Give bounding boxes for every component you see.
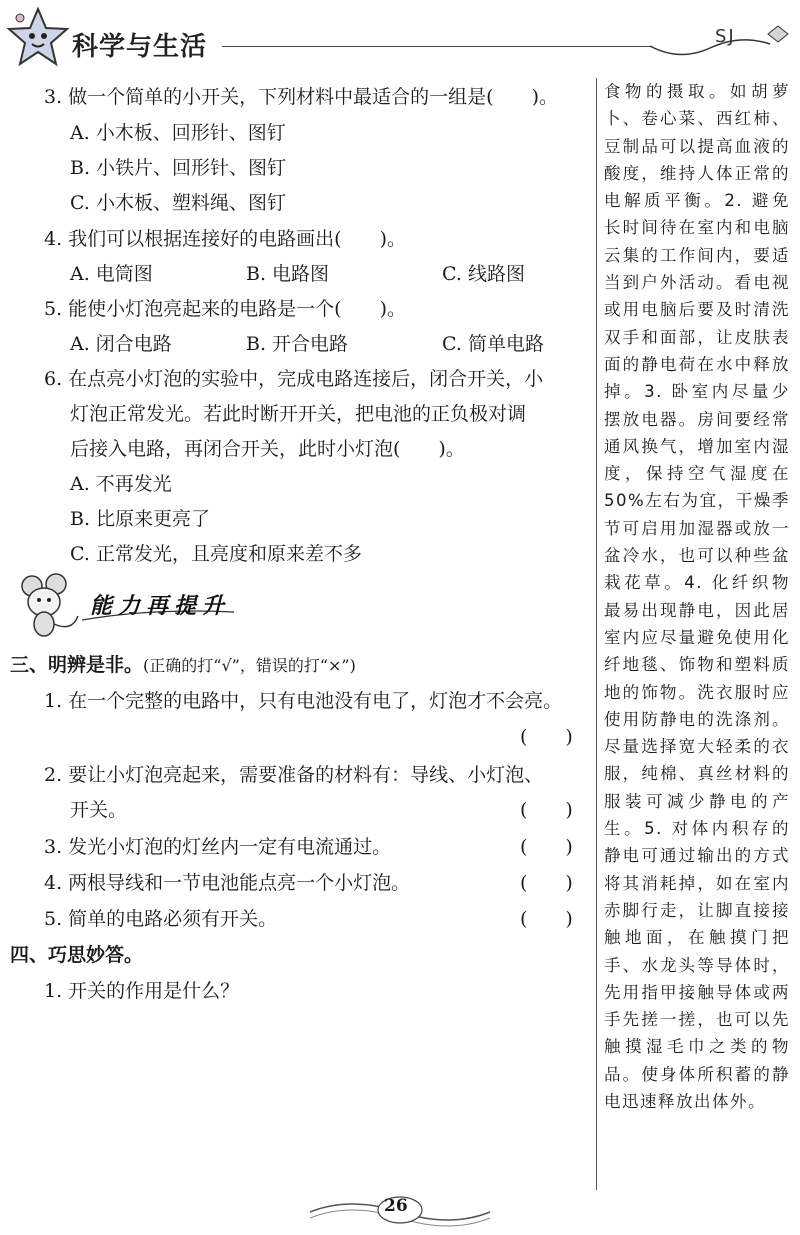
- section-3-title: [10, 650, 356, 677]
- question-6-line-3: 后接入电路，再闭合开关，此时小灯泡( )。: [70, 438, 465, 460]
- judge-item-4: 4. 两根导线和一节电池能点亮一个小灯泡。: [44, 872, 411, 894]
- judge-item-3: 3. 发光小灯泡的灯丝内一定有电流通过。: [44, 836, 392, 858]
- q6-option-c: C. 正常发光，且亮度和原来差不多: [70, 543, 362, 565]
- judge-item-3-answer-paren[interactable]: ( ): [520, 836, 573, 858]
- sidebar-divider: [596, 78, 597, 1190]
- judge-item-5-answer-paren[interactable]: ( ): [520, 908, 573, 930]
- ability-banner: [12, 572, 242, 642]
- header-title: 科学与生活: [72, 32, 208, 62]
- header-code: SJ: [715, 26, 736, 47]
- judge-item-1: 1. 在一个完整的电路中，只有电池没有电了，灯泡才不会亮。: [44, 690, 563, 712]
- q5-option-c: C. 简单电路: [442, 333, 544, 355]
- q6-option-b: B. 比原来更亮了: [70, 508, 211, 530]
- judge-item-2-line-1: 2. 要让小灯泡亮起来，需要准备的材料有：导线、小灯泡、: [44, 764, 544, 786]
- page-number: 26: [384, 1196, 408, 1216]
- q4-option-a: A. 电筒图: [70, 263, 153, 285]
- ability-banner-title: 能力再提升: [90, 594, 231, 619]
- q6-option-a: A. 不再发光: [70, 473, 172, 495]
- question-5: 5. 能使小灯泡亮起来的电路是一个( )。: [44, 298, 406, 320]
- judge-item-2-line-2: 开关。: [70, 799, 128, 821]
- q3-option-a: A. 小木板、回形针、图钉: [70, 122, 286, 144]
- section-3-note: (正确的打“√”，错误的打“×”): [143, 656, 356, 675]
- page-header: [0, 0, 800, 80]
- q5-option-b: B. 开合电路: [246, 333, 349, 355]
- question-6-line-2: 灯泡正常发光。若此时断开开关，把电池的正负极对调: [70, 403, 527, 425]
- section-3-heading: 三、明辨是非。: [10, 654, 144, 676]
- sidebar-tips: 食物的摄取。如胡萝卜、卷心菜、西红柿、豆制品可以提高血液的酸度，维持人体正常的电解质平衡。2. 避免长时间待在室内和电脑云集的工作间内，要适当到户外活动。看电视或用电脑后要及时清洗双手和面部，让皮肤表面的静电荷在水中释放掉。3. 卧室内尽量少摆放电器。房间要经常通风换气，增加室内湿度，保持空气湿度在50%左右为宜，干燥季节可启用加湿器或放一盆冷水，也可以种些盆栽花草。4. 化纤织物最易出现静电，因此居室内应尽量避免使用化纤地毯、饰物和塑料质地的饰物。洗衣服时应使用防静电的洗涤剂。尽量选择宽大轻柔的衣服，纯棉、真丝材料的服装可减少静电的产生。5. 对体内积存的静电可通过输出的方式将其消耗掉，如在室内赤脚行走，让脚直接接触地面，在触摸门把手、水龙头等导体时，先用指甲接触导体或两手先搓一搓，也可以先触摸湿毛巾之类的物品。使身体所积蓄的静电迅速释放出体外。: [604, 82, 790, 1111]
- judge-item-1-answer-paren[interactable]: ( ): [520, 726, 573, 748]
- star-mascot-icon: [6, 6, 70, 70]
- judge-item-2-answer-paren[interactable]: ( ): [520, 799, 573, 821]
- q4-option-c: C. 线路图: [442, 263, 525, 285]
- page-footer: [0, 1190, 800, 1235]
- judge-item-4-answer-paren[interactable]: ( ): [520, 872, 573, 894]
- question-4: 4. 我们可以根据连接好的电路画出( )。: [44, 228, 406, 250]
- section-4-title: 四、巧思妙答。: [10, 944, 144, 966]
- q4-option-b: B. 电路图: [246, 263, 330, 285]
- q5-option-a: A. 闭合电路: [70, 333, 172, 355]
- question-3: 3. 做一个简单的小开关，下列材料中最适合的一组是( )。: [44, 86, 558, 108]
- header-rule: [222, 46, 652, 47]
- judge-item-5: 5. 简单的电路必须有开关。: [44, 908, 278, 930]
- q3-option-b: B. 小铁片、回形针、图钉: [70, 157, 287, 179]
- question-6-line-1: 6. 在点亮小灯泡的实验中，完成电路连接后，闭合开关，小: [44, 368, 544, 390]
- open-question-1: 1. 开关的作用是什么？: [44, 980, 240, 1002]
- q3-option-c: C. 小木板、塑料绳、图钉: [70, 192, 286, 214]
